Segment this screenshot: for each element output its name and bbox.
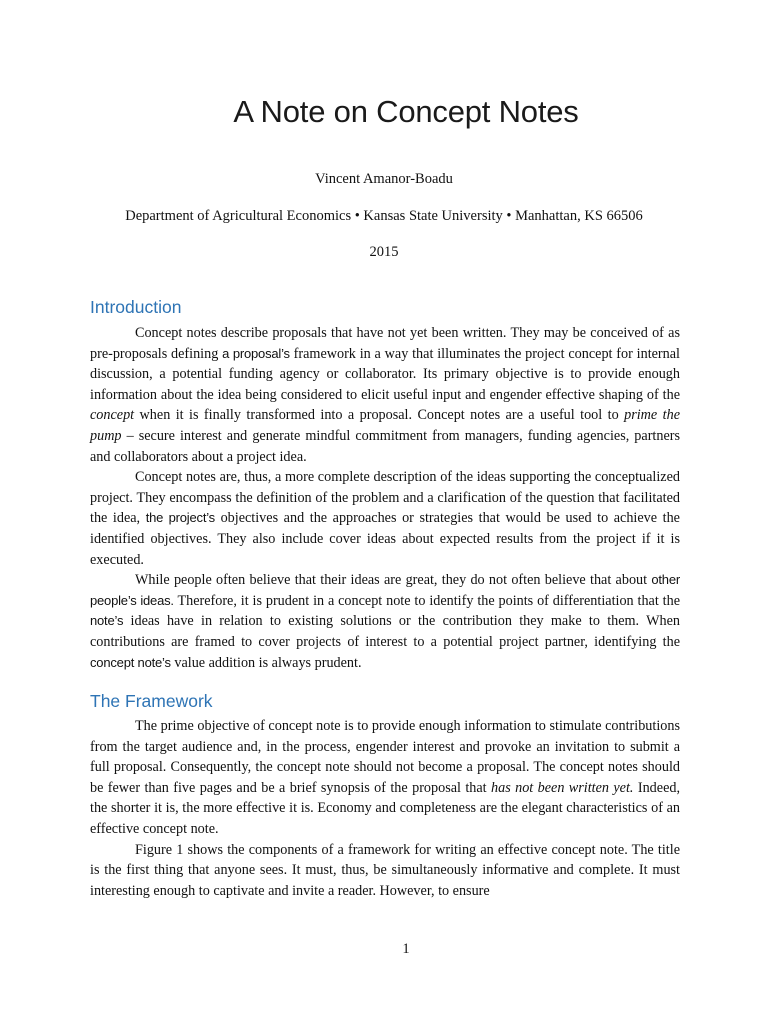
text-run: a proposal’s bbox=[222, 345, 290, 361]
text-run: the project’s bbox=[145, 510, 215, 526]
framework-paragraph-2 bbox=[90, 840, 680, 902]
text-run: note’s bbox=[90, 613, 124, 629]
text-run: other people’s ideas. bbox=[90, 572, 680, 608]
introduction-paragraph-1 bbox=[90, 323, 680, 467]
text-run: framework in a way that illuminates the project concept for internal discussion, a potential funding agency or collaborator. Its primary objective is to provide enough information about the idea being considered to elicit useful input and engender effective shaping of the bbox=[90, 345, 680, 403]
text-run: Figure 1 shows the components of a framework for writing an effective concept note. The title is the first thing that anyone sees. It must, thus, be simultaneously informative and complete. It must interesting enough to captivate and invite a reader. However, to ensure bbox=[90, 841, 680, 899]
text-run: Indeed, the shorter it is, the more effective it is. Economy and completeness are the elegant characteristics of an effective concept note. bbox=[90, 779, 681, 837]
text-run: concept note’s bbox=[90, 654, 171, 670]
text-run: when it is finally transformed into a proposal. Concept notes are a useful tool to bbox=[134, 407, 625, 424]
author-affiliation: Department of Agricultural Economics • Kansas State University • Manhattan, KS 66506 bbox=[125, 208, 643, 224]
framework-paragraph-1 bbox=[90, 716, 680, 840]
text-run: Concept notes describe proposals that have not yet been written. They may be conceived of as pre-proposals defining bbox=[90, 325, 680, 362]
publication-year: 2015 bbox=[369, 244, 399, 260]
introduction-paragraph-2 bbox=[90, 467, 680, 570]
document-title: A Note on Concept Notes bbox=[233, 94, 579, 129]
page-number: 1 bbox=[402, 941, 410, 957]
section-heading-framework: The Framework bbox=[90, 691, 213, 711]
emphasis-text: concept bbox=[90, 407, 135, 424]
introduction-body bbox=[90, 323, 680, 673]
text-run: ideas have in relation to existing solutions or the contribution they make to them. When contributions are framed to cover projects of interest to a potential project partner, identifying the bbox=[90, 613, 680, 650]
framework-body bbox=[90, 716, 680, 901]
emphasis-text: prime the pump bbox=[90, 407, 680, 444]
text-run: While people often believe that their ideas are great, they do not often believe that about bbox=[135, 572, 652, 589]
author-name: Vincent Amanor-Boadu bbox=[315, 171, 453, 187]
text-run: value addition is always prudent. bbox=[170, 654, 362, 671]
text-run: proposal that bbox=[407, 779, 492, 796]
text-run: Therefore, it is prudent in a concept note to identify the points of differentiation that the bbox=[173, 592, 680, 609]
text-run: objectives and the approaches or strategies that would be used to achieve the identified objectives. They also include cover ideas about expected results from the project if it is executed. bbox=[90, 510, 680, 568]
text-run: Concept notes are, thus, a more complete description of the ideas supporting the conceptualized project. They encompass the definition of the problem and a clarification of the question that facilitated the idea, bbox=[90, 469, 680, 527]
text-run: – secure interest and generate mindful commitment from managers, funding agencies, partners and collaborators about a project idea. bbox=[90, 427, 680, 465]
introduction-paragraph-3 bbox=[90, 570, 680, 673]
emphasis-text: has not been written yet. bbox=[491, 779, 634, 796]
text-run: The prime objective of concept note is to provide enough information to stimulate contributions from the target audience and, in the process, engender interest and provoke an invitation to submit a full proposal. Consequently, the concept note should not become a proposal. The concept notes should be fewer than five pages and be a brief synopsis of the bbox=[90, 718, 680, 796]
section-heading-introduction: Introduction bbox=[90, 297, 182, 317]
